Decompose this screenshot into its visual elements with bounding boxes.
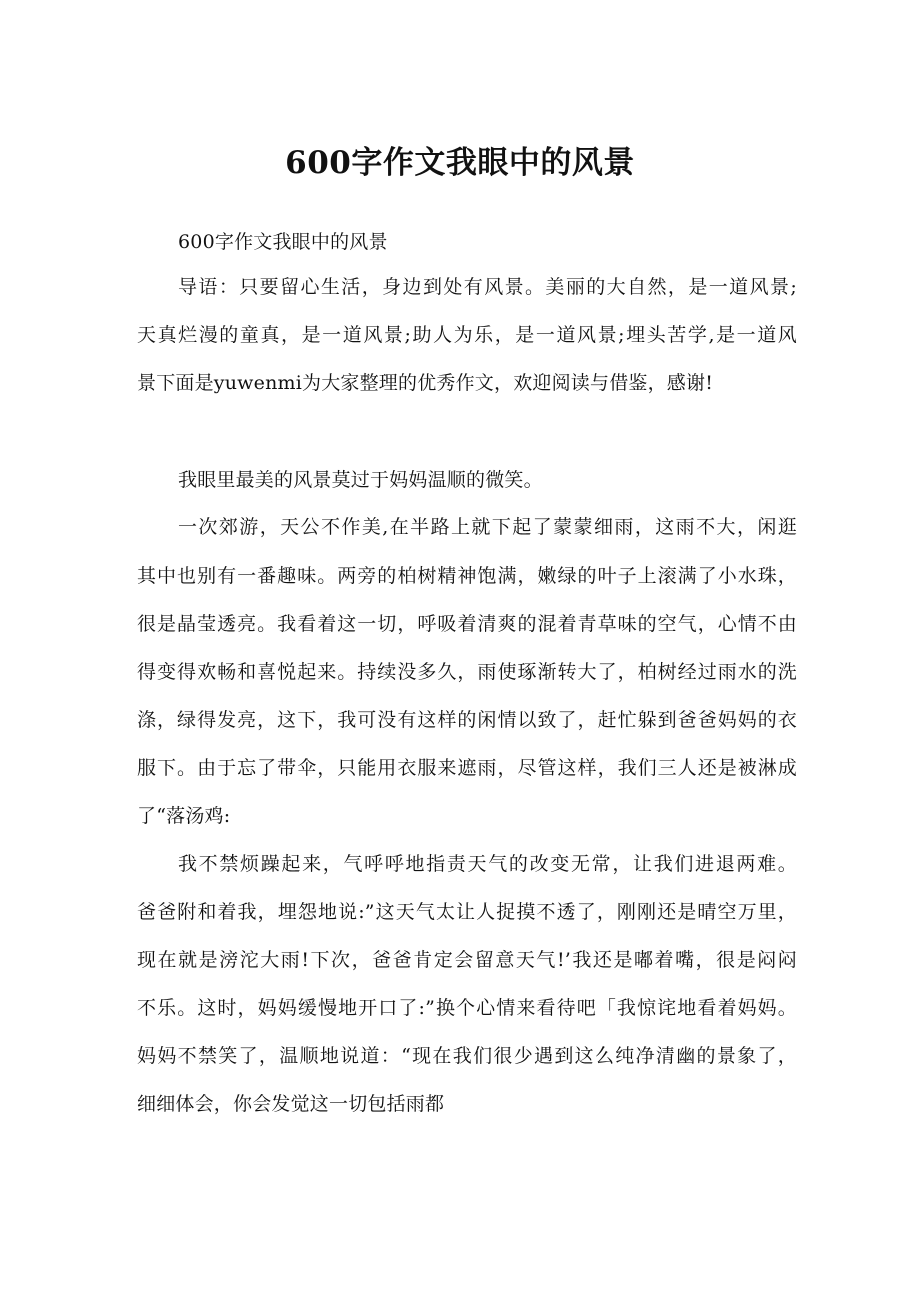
paragraph-line: 不乐。这时，妈妈缓慢地开口了:”换个心情来看待吧「我惊诧地看着妈妈。 — [137, 997, 797, 1019]
paragraph-line: 现在就是滂沱大雨!下次，爸爸肯定会留意天气!’我还是嘟着嘴，很是闷闷 — [137, 949, 797, 971]
paragraph-line: 景下面是yuwenmi为大家整理的优秀作文，欢迎阅读与借鉴，感谢! — [137, 372, 714, 394]
document-subtitle: 600字作文我眼中的风景 — [178, 231, 388, 253]
paragraph-line: 很是晶莹透亮。我看着这一切，呼吸着清爽的混着青草味的空气，心情不由 — [137, 613, 797, 635]
paragraph-line: 细细体会，你会发觉这一切包括雨都 — [137, 1093, 445, 1115]
paragraph-line: 妈妈不禁笑了，温顺地说道：“现在我们很少遇到这么纯净清幽的景象了， — [137, 1045, 797, 1067]
paragraph-line: 天真烂漫的童真，是一道风景;助人为乐，是一道风景;埋头苦学,是一道风 — [137, 324, 797, 346]
document-title: 600字作文我眼中的风景 — [285, 145, 635, 181]
paragraph-line: 爸爸附和着我，埋怨地说:”这天气太让人捉摸不透了，刚刚还是晴空万里， — [137, 901, 797, 923]
paragraph-line: 了“落汤鸡: — [137, 805, 231, 827]
paragraph-line: 涤，绿得发亮，这下，我可没有这样的闲情以致了，赶忙躲到爸爸妈妈的衣 — [137, 709, 797, 731]
paragraph-line: 其中也别有一番趣味。两旁的柏树精神饱满，嫩绿的叶子上滚满了小水珠， — [137, 565, 797, 587]
paragraph-line: 导语：只要留心生活，身边到处有风景。美丽的大自然，是一道风景; — [178, 276, 797, 298]
paragraph-line: 得变得欢畅和喜悦起来。持续没多久，雨使琢渐转大了，柏树经过雨水的洗 — [137, 661, 797, 683]
paragraph-line: 服下。由于忘了带伞，只能用衣服来遮雨，尽管这样，我们三人还是被淋成 — [137, 757, 797, 779]
paragraph-line: 一次郊游，天公不作美,在半路上就下起了蒙蒙细雨，这雨不大，闲逛 — [178, 516, 797, 538]
paragraph-line: 我不禁烦躁起来，气呼呼地指责天气的改变无常，让我们进退两难。 — [178, 853, 797, 875]
paragraph-line: 我眼里最美的风景莫过于妈妈温顺的微笑。 — [178, 469, 543, 491]
